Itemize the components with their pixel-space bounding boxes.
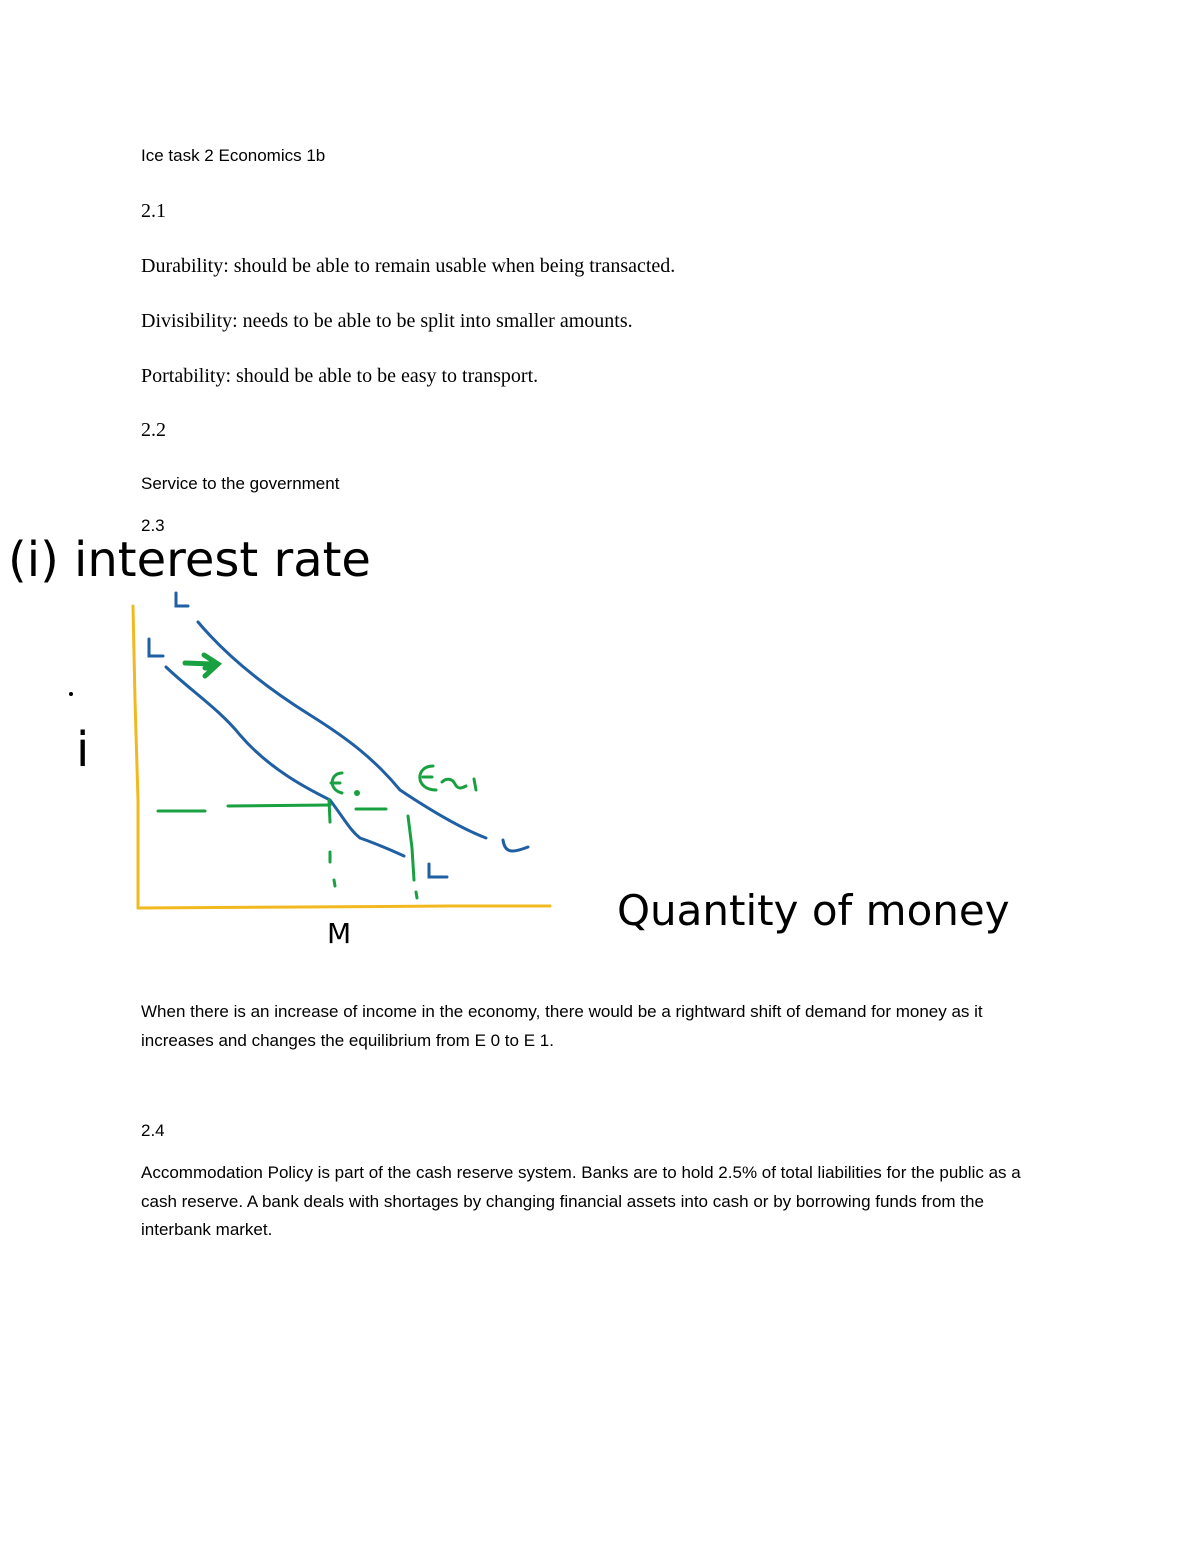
x-axis-handwritten-label: Quantity of money <box>617 886 1010 935</box>
m0-dashed-line <box>329 800 335 886</box>
question-number-2-1: 2.1 <box>141 200 166 222</box>
x-axis-symbol: M <box>327 917 352 950</box>
answer-2-4: Accommodation Policy is part of the cash reserve system. Banks are to hold 2.5% of total liabilities for the public as a cash reserve. A bank deals with shortages by changing financial assets into cash or by borrowing funds from the interbank market. <box>141 1163 1021 1239</box>
curve-label-l-left <box>149 639 163 656</box>
answer-2-2: Service to the government <box>141 474 340 493</box>
label-e1-mark <box>420 766 476 790</box>
answer-durability: Durability: should be able to remain usable when being transacted. <box>141 255 676 277</box>
question-number-2-2: 2.2 <box>141 419 166 441</box>
y-axis-symbol: i <box>76 722 90 778</box>
question-number-2-3: 2.3 <box>141 516 165 535</box>
curve-label-l-bottom <box>429 864 447 877</box>
y-axis-handwritten-label: (i) interest rate <box>8 532 371 588</box>
label-e0-mark <box>331 773 342 793</box>
curve-label-l-top <box>176 593 188 606</box>
answer-portability: Portability: should be able to be easy to transport. <box>141 365 539 387</box>
demand-curve-original <box>166 667 404 856</box>
document-title: Ice task 2 Economics 1b <box>141 146 326 165</box>
dot-mark <box>69 692 73 696</box>
y-axis <box>133 606 138 908</box>
curve-label-l-right <box>503 840 528 851</box>
answer-2-3: When there is an increase of income in the economy, there would be a rightward shift of demand for money as it increases and changes the equilibrium from E 0 to E 1. <box>141 1002 983 1050</box>
m1-vertical-line <box>408 816 417 898</box>
answer-divisibility: Divisibility: needs to be able to be split into smaller amounts. <box>141 310 633 332</box>
label-e0-dot <box>354 790 360 796</box>
shift-arrow-icon <box>185 655 218 676</box>
x-axis <box>138 906 550 908</box>
interest-rate-dashed-line <box>158 805 386 811</box>
question-number-2-4: 2.4 <box>141 1121 165 1140</box>
